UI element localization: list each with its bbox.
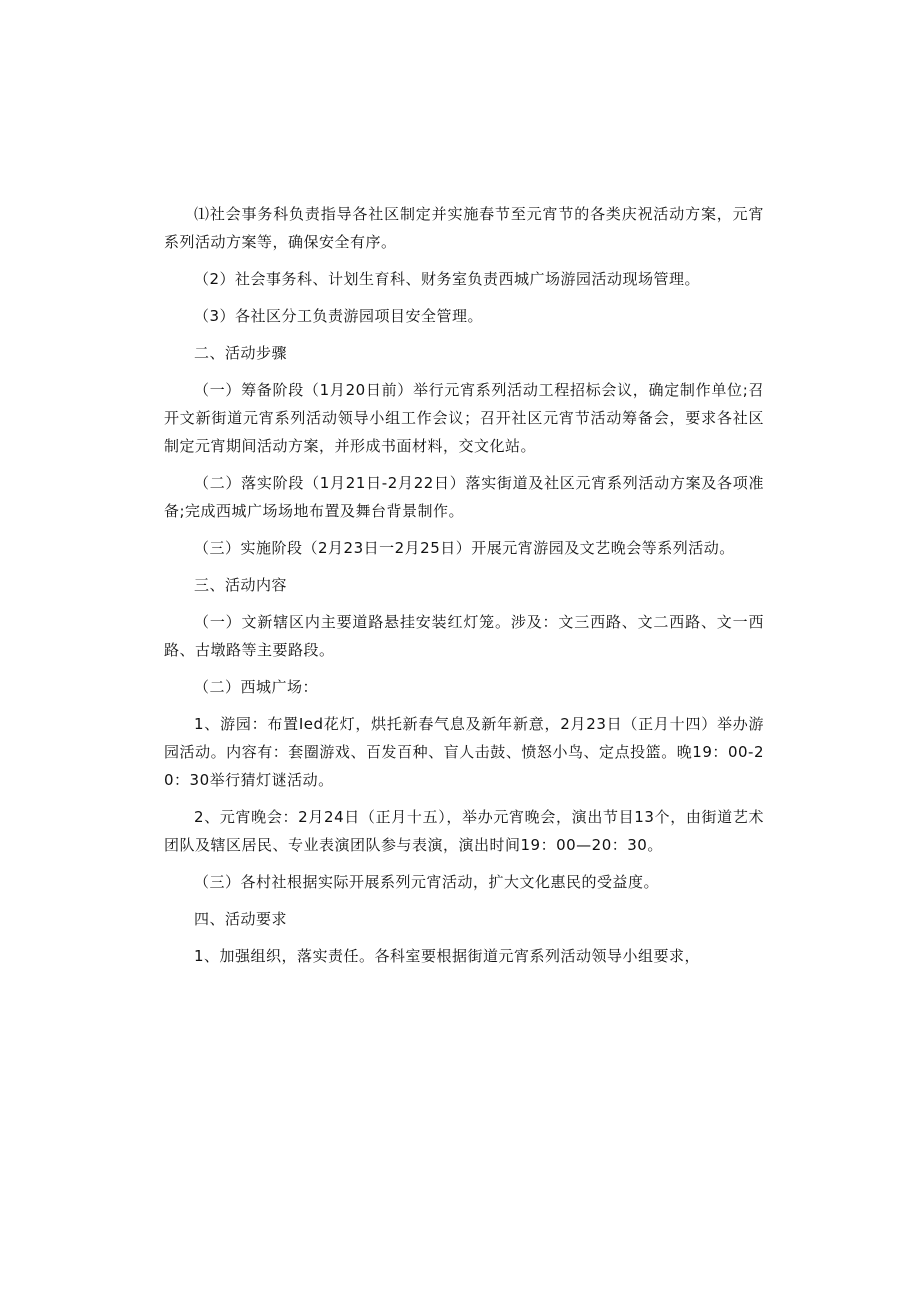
paragraph-content-xicheng-square: （二）西城广场： — [194, 678, 319, 696]
paragraph-content-lanterns: （一）文新辖区内主要道路悬挂安装红灯笼。涉及：文三西路、文二西路、文一西路、古墩路等主要路段。 — [164, 613, 764, 659]
section-heading-steps: 二、活动步骤 — [194, 344, 288, 362]
paragraph-duty-site-management: （2）社会事务科、计划生育科、财务室负责西城广场游园活动现场管理。 — [194, 270, 701, 288]
paragraph-content-garden-party: 1、游园：布置Ied花灯，烘托新春气息及新年新意，2月23日（正月十四）举办游园活动。内容有：套圈游戏、百发百种、盲人击鼓、愤怒小鸟、定点投篮。晚19：00-20：30举行猜灯谜活动。 — [164, 715, 764, 789]
section-heading-content: 三、活动内容 — [194, 576, 288, 594]
paragraph-step-preparation: （一）筹备阶段（1月20日前）举行元宵系列活动工程招标会议，确定制作单位;召开文新街道元宵系列活动领导小组工作会议；召开社区元宵节活动筹备会，要求各社区制定元宵期间活动方案，并形成书面材料，交文化站。 — [164, 381, 764, 455]
paragraph-step-implementation: （二）落实阶段（1月21日-2月22日）落实街道及社区元宵系列活动方案及各项准备;完成西城广场场地布置及舞台背景制作。 — [164, 474, 764, 520]
paragraph-duty-community-safety: （3）各社区分工负责游园项目安全管理。 — [194, 307, 484, 325]
paragraph-content-evening-gala: 2、元宵晚会：2月24日（正月十五），举办元宵晚会，演出节目13个，由街道艺术团队及辖区居民、专业表演团队参与表演，演出时间19：00—20：30。 — [164, 808, 764, 854]
document-body — [164, 200, 764, 979]
section-heading-requirements: 四、活动要求 — [194, 910, 288, 928]
paragraph-step-execution: （三）实施阶段（2月23日一2月25日）开展元宵游园及文艺晚会等系列活动。 — [194, 539, 735, 557]
paragraph-requirement-organization: 1、加强组织，落实责任。各科室要根据街道元宵系列活动领导小组要求， — [194, 947, 701, 965]
paragraph-content-villages: （三）各村社根据实际开展系列元宵活动，扩大文化惠民的受益度。 — [194, 873, 660, 891]
paragraph-duty-social-affairs: ⑴社会事务科负责指导各社区制定并实施春节至元宵节的各类庆祝活动方案，元宵系列活动方案等，确保安全有序。 — [164, 205, 764, 251]
